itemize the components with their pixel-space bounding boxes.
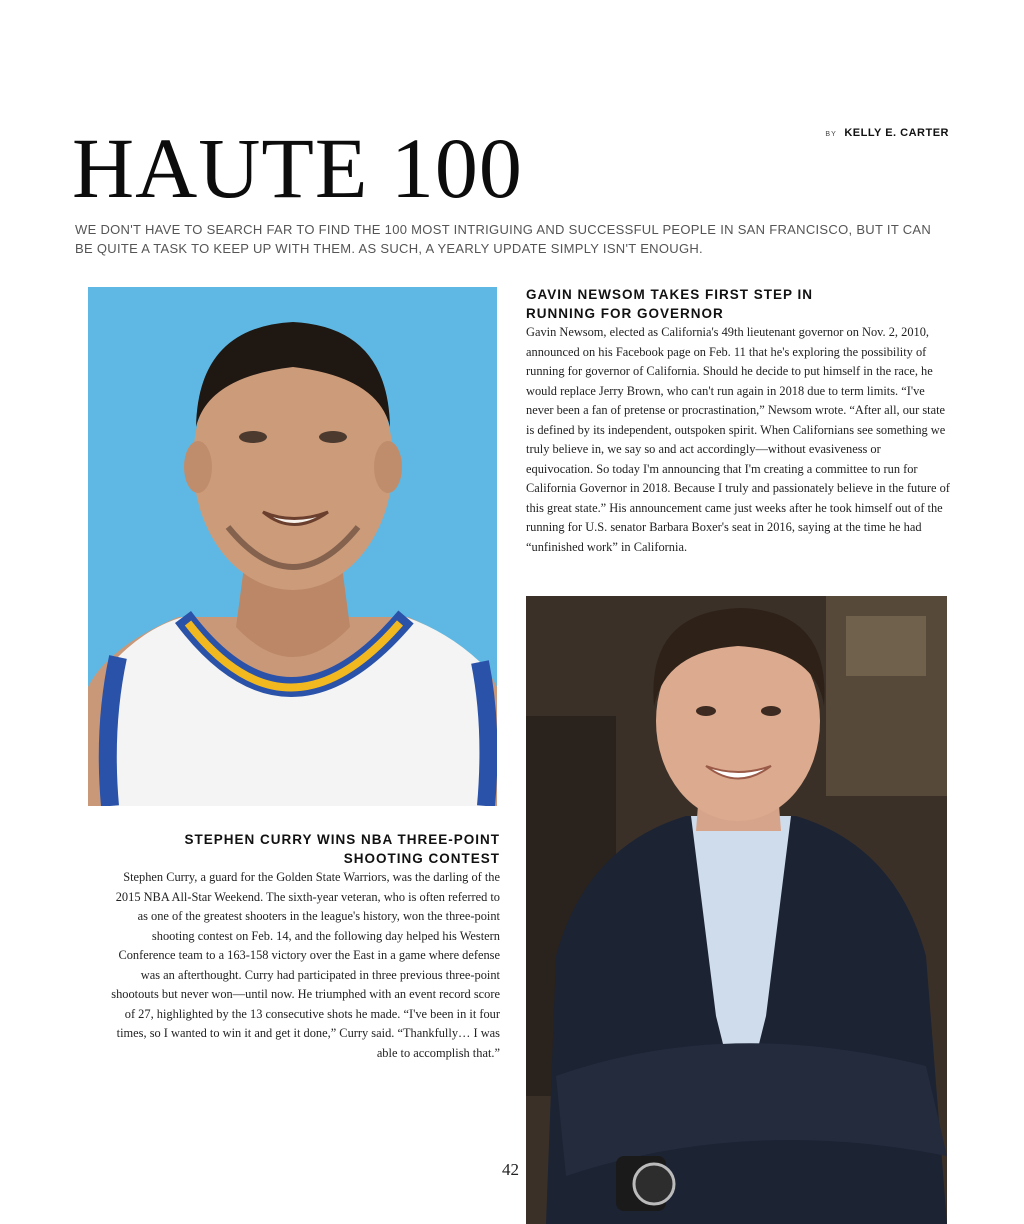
byline-prefix: BY xyxy=(825,131,837,138)
byline-author: KELLY E. CARTER xyxy=(844,127,949,139)
gavin-newsom-photo xyxy=(526,596,947,1224)
stephen-curry-photo xyxy=(88,287,497,806)
newsom-watch xyxy=(634,1164,674,1204)
curry-jersey-armhole-right xyxy=(480,662,488,806)
curry-ear-left xyxy=(184,441,212,493)
curry-ear-right xyxy=(374,441,402,493)
page-title: HAUTE 100 xyxy=(72,120,523,216)
curry-headline: STEPHEN CURRY WINS NBA THREE-POINT SHOOTING CONTEST xyxy=(184,832,500,866)
newsom-article xyxy=(526,285,950,557)
intro-deck: WE DON'T HAVE TO SEARCH FAR TO FIND THE 100 MOST INTRIGUING AND SUCCESSFUL PEOPLE IN SAN FRANCISCO, BUT IT CAN BE QUITE A TASK TO KEEP UP WITH THEM. AS SUCH, A YEARLY UPDATE SIMPLY ISN'T ENOUGH. xyxy=(75,222,932,256)
byline xyxy=(825,127,949,139)
curry-jersey-armhole-left xyxy=(108,657,118,806)
page-number: 42 xyxy=(502,1160,519,1179)
curry-article xyxy=(110,830,500,1063)
newsom-body: Gavin Newsom, elected as California's 49th lieutenant governor on Nov. 2, 2010, announced on his Facebook page on Feb. 11 that he's exploring the possibility of running for governor of California. Should he decide to put himself in the race, he would replace Jerry Brown, who can't run again in 2018 due to term limits. “I've never been a fan of pretense or procrastination,” Newsom wrote. “After all, our state is defined by its independent, outspoken spirit. When Californians see something we truly believe in, we say so and act accordingly—without evasiveness or equivocation. So today I'm announcing that I'm creating a committee to run for California Governor in 2018. Because I truly and passionately believe in the future of this great state.” His announcement came just weeks after he took himself out of the running for U.S. senator Barbara Boxer's seat in 2016, saying at the time he had “unfinished work” in California. xyxy=(526,325,950,554)
curry-body: Stephen Curry, a guard for the Golden State Warriors, was the darling of the 2015 NBA All-Star Weekend. The sixth-year veteran, who is often referred to as one of the greatest shooters in the league's history, won the three-point shooting contest on Feb. 14, and the following day helped his Western Conference team to a 163-158 victory over the East in a game where defense was an afterthought. Curry had participated in three previous three-point shootouts but never won—until now. He triumphed with an event record score of 27, highlighted by the 13 consecutive shots he made. “I've been in it four times, so I wanted to win it and get it done,” Curry said. “Thankfully… I was able to accomplish that.” xyxy=(111,870,500,1060)
newsom-headline: GAVIN NEWSOM TAKES FIRST STEP IN RUNNING FOR GOVERNOR xyxy=(526,287,814,321)
